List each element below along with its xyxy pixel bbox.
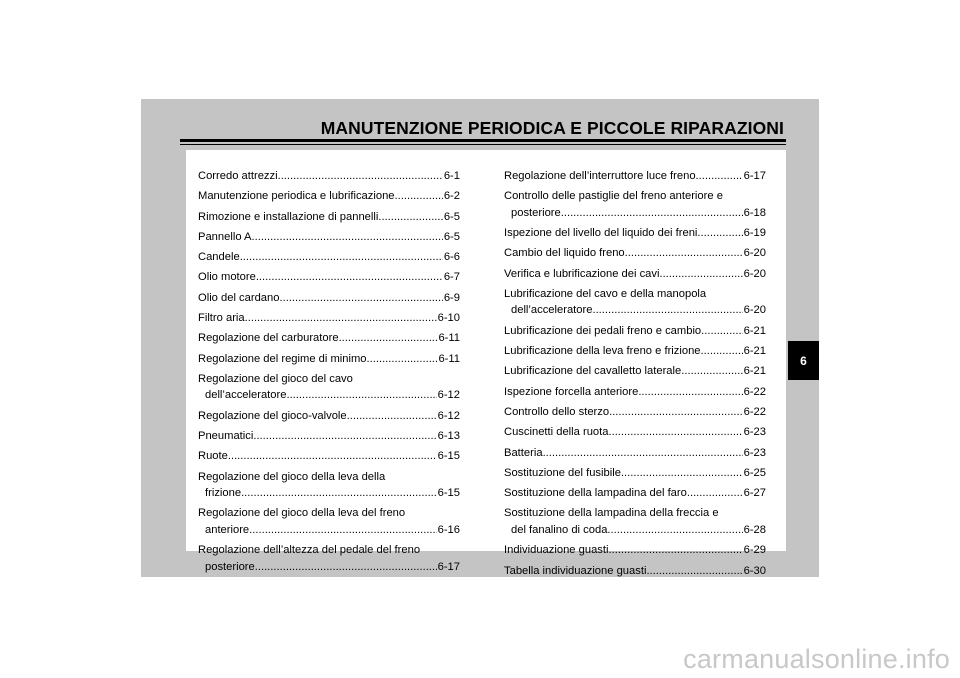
toc-dot-leader xyxy=(621,465,743,482)
toc-entry-title: Regolazione del gioco della leva della xyxy=(198,470,386,483)
toc-page-number: 6-15 xyxy=(437,487,460,500)
toc-entry-line xyxy=(504,225,766,242)
toc-page-number: 6-1 xyxy=(443,170,460,182)
toc-dot-leader xyxy=(646,563,742,580)
toc-entry[interactable] xyxy=(198,269,460,286)
toc-entry[interactable] xyxy=(504,286,766,319)
title-underline-thin xyxy=(180,144,786,145)
toc-entry-title: anteriore xyxy=(205,523,250,536)
toc-page-number: 6-27 xyxy=(743,487,766,500)
toc-page-number: 6-7 xyxy=(443,271,460,284)
toc-entry[interactable] xyxy=(198,428,460,445)
toc-dot-leader xyxy=(687,485,743,502)
toc-entry-title: Ispezione del livello del liquido dei freni xyxy=(504,227,698,240)
toc-dot-leader xyxy=(561,205,743,222)
toc-dot-leader xyxy=(252,229,443,246)
toc-entry-line xyxy=(504,505,766,522)
toc-dot-leader xyxy=(681,363,742,380)
toc-entry-line xyxy=(198,559,460,576)
toc-entry[interactable] xyxy=(198,249,460,266)
toc-entry-line xyxy=(504,323,766,340)
toc-entry-title: Ispezione forcella anteriore xyxy=(504,385,639,398)
toc-entry-line xyxy=(504,404,766,421)
toc-dot-leader xyxy=(609,542,743,559)
toc-entry-line xyxy=(198,351,460,368)
toc-entry-line xyxy=(504,286,766,303)
toc-entry-title: Regolazione dell’altezza del pedale del freno xyxy=(198,544,421,557)
toc-entry-title: Lubrificazione del cavalletto laterale xyxy=(504,365,682,378)
toc-page-number: 6-21 xyxy=(743,345,766,358)
toc-entry[interactable] xyxy=(198,351,460,368)
toc-entry[interactable] xyxy=(198,469,460,502)
toc-dot-leader xyxy=(279,290,442,307)
toc-entry-title: Manutenzione periodica e lubrificazione xyxy=(198,190,395,203)
toc-page-number: 6-11 xyxy=(438,352,460,365)
toc-entry-line xyxy=(504,363,766,380)
toc-entry[interactable] xyxy=(198,542,460,575)
toc-entry[interactable] xyxy=(198,448,460,465)
toc-entry[interactable] xyxy=(198,505,460,538)
toc-dot-leader xyxy=(696,168,743,185)
toc-page-number: 6-20 xyxy=(743,247,766,260)
toc-dot-leader xyxy=(241,485,437,502)
toc-entry-line xyxy=(198,522,460,539)
toc-page-number: 6-12 xyxy=(437,409,460,422)
toc-page-number: 6-17 xyxy=(743,170,766,182)
toc-dot-leader xyxy=(701,343,743,360)
toc-page-number: 6-23 xyxy=(743,446,766,459)
toc-dot-leader xyxy=(228,448,437,465)
toc-dot-leader xyxy=(625,245,743,262)
toc-entry[interactable] xyxy=(504,188,766,221)
toc-entry-line xyxy=(198,310,460,327)
toc-column-left xyxy=(198,168,460,579)
toc-entry[interactable] xyxy=(504,343,766,360)
toc-entry[interactable] xyxy=(504,404,766,421)
toc-entry[interactable] xyxy=(504,266,766,283)
toc-entry[interactable] xyxy=(198,330,460,347)
toc-entry-line xyxy=(198,408,460,425)
toc-page-number: 6-5 xyxy=(443,230,460,243)
toc-entry[interactable] xyxy=(504,363,766,380)
toc-entry-title: Cambio del liquido freno xyxy=(504,247,625,260)
toc-dot-leader xyxy=(697,225,742,242)
toc-entry-line xyxy=(198,269,460,286)
toc-entry-line xyxy=(198,505,460,522)
toc-page-number: 6-19 xyxy=(743,227,766,240)
toc-panel xyxy=(186,150,786,577)
toc-entry[interactable] xyxy=(504,542,766,559)
toc-page-number: 6-5 xyxy=(443,210,460,223)
toc-entry-title: Sostituzione della lampadina della freccia e xyxy=(504,507,719,520)
toc-entry-title: Regolazione dell’interruttore luce freno xyxy=(504,170,696,182)
toc-entry[interactable] xyxy=(504,563,766,580)
toc-page-number: 6-15 xyxy=(437,450,460,463)
toc-page-number: 6-17 xyxy=(437,560,460,573)
toc-dot-leader xyxy=(592,302,742,319)
toc-dot-leader xyxy=(701,323,742,340)
toc-page-number: 6-21 xyxy=(743,365,766,378)
toc-entry-title: Lubrificazione del cavo e della manopola xyxy=(504,287,707,300)
toc-page-number: 6-10 xyxy=(437,312,460,325)
chapter-tab[interactable]: 6 xyxy=(788,341,819,380)
toc-entry-line xyxy=(198,387,460,404)
toc-page-number: 6-20 xyxy=(743,304,766,317)
toc-entry-line xyxy=(504,205,766,222)
toc-page-number: 6-2 xyxy=(443,190,460,203)
toc-dot-leader xyxy=(543,445,743,462)
toc-entry-title: Tabella individuazione guasti xyxy=(504,564,647,577)
toc-entry-line xyxy=(198,542,460,559)
toc-entry-line xyxy=(198,188,460,205)
toc-page-number: 6-11 xyxy=(438,332,460,345)
toc-entry-line xyxy=(504,522,766,539)
toc-page-number: 6-22 xyxy=(743,405,766,418)
toc-entry-title: posteriore xyxy=(511,206,561,219)
toc-page-number: 6-13 xyxy=(437,430,460,443)
toc-page-number: 6-18 xyxy=(743,206,766,219)
toc-entry[interactable] xyxy=(198,168,460,185)
toc-entry-title: Regolazione del gioco-valvole xyxy=(198,409,347,422)
toc-entry[interactable] xyxy=(504,445,766,462)
toc-dot-leader xyxy=(278,168,443,185)
toc-entry-line xyxy=(504,266,766,283)
toc-dot-leader xyxy=(286,387,436,404)
toc-entry-title: Corredo attrezzi xyxy=(198,170,278,182)
toc-entry-line xyxy=(198,229,460,246)
toc-entry-title: Sostituzione della lampadina del faro xyxy=(504,487,687,500)
toc-dot-leader xyxy=(367,351,438,368)
toc-entry-line xyxy=(504,563,766,580)
toc-entry-title: Regolazione del gioco del cavo xyxy=(198,372,353,385)
toc-dot-leader xyxy=(255,559,437,576)
toc-page-number: 6-6 xyxy=(443,251,460,264)
toc-entry[interactable] xyxy=(504,168,766,185)
toc-entry-title: Regolazione del regime di minimo xyxy=(198,352,367,365)
toc-page-number: 6-22 xyxy=(743,385,766,398)
toc-dot-leader xyxy=(607,522,742,539)
toc-dot-leader xyxy=(347,408,437,425)
toc-entry[interactable] xyxy=(504,384,766,401)
toc-entry[interactable] xyxy=(504,505,766,538)
toc-entry-title: Individuazione guasti xyxy=(504,544,609,557)
toc-entry[interactable] xyxy=(198,408,460,425)
toc-entry-title: Sostituzione del fusibile xyxy=(504,466,621,479)
toc-entry-line xyxy=(198,485,460,502)
toc-dot-leader xyxy=(378,209,442,226)
toc-entry-title: Cuscinetti della ruota xyxy=(504,426,609,439)
toc-entry-line xyxy=(198,371,460,388)
toc-entry[interactable] xyxy=(198,310,460,327)
toc-page-number: 6-9 xyxy=(443,291,460,304)
toc-entry-title: Olio motore xyxy=(198,271,256,284)
toc-entry[interactable] xyxy=(504,323,766,340)
toc-entry-title: Batteria xyxy=(504,446,543,459)
toc-entry-line xyxy=(198,428,460,445)
toc-entry-line xyxy=(198,290,460,307)
toc-entry-title: Verifica e lubrificazione dei cavi xyxy=(504,267,660,280)
toc-entry-title: Pneumatici xyxy=(198,430,254,443)
toc-page-number: 6-29 xyxy=(743,544,766,557)
toc-entry-title: Regolazione del gioco della leva del freno xyxy=(198,507,406,520)
toc-entry[interactable] xyxy=(198,229,460,246)
toc-entry[interactable] xyxy=(198,290,460,307)
toc-page-number: 6-16 xyxy=(437,523,460,536)
toc-page-number: 6-28 xyxy=(743,523,766,536)
toc-page-number: 6-12 xyxy=(437,389,460,402)
toc-entry-title: Filtro aria xyxy=(198,312,245,325)
toc-entry-title: del fanalino di coda xyxy=(511,523,608,536)
toc-page-number: 6-21 xyxy=(743,324,766,337)
toc-dot-leader xyxy=(253,428,436,445)
toc-entry-line xyxy=(504,542,766,559)
toc-entry-line xyxy=(504,168,766,185)
toc-entry-line xyxy=(504,384,766,401)
toc-page-number: 6-20 xyxy=(743,267,766,280)
toc-entry-line xyxy=(504,302,766,319)
toc-entry-line xyxy=(504,188,766,205)
page-title: MANUTENZIONE PERIODICA E PICCOLE RIPARAZIONI xyxy=(320,118,784,138)
toc-dot-leader xyxy=(608,424,742,441)
toc-entry-line xyxy=(198,168,460,185)
toc-entry-line xyxy=(504,343,766,360)
toc-entry-title: dell’acceleratore xyxy=(205,389,287,402)
toc-entry[interactable] xyxy=(198,371,460,404)
toc-entry-title: dell’acceleratore xyxy=(511,304,593,317)
toc-entry-title: Controllo dello sterzo xyxy=(504,405,610,418)
watermark: carmanualsonline.info xyxy=(683,644,950,674)
toc-dot-leader xyxy=(659,266,742,283)
toc-entry-title: Lubrificazione della leva freno e frizione xyxy=(504,345,701,358)
toc-entry[interactable] xyxy=(504,424,766,441)
toc-page-number: 6-30 xyxy=(743,564,766,577)
toc-page-number: 6-25 xyxy=(743,466,766,479)
toc-entry-line xyxy=(198,448,460,465)
toc-entry[interactable] xyxy=(504,465,766,482)
toc-entry-line xyxy=(504,245,766,262)
toc-entry-line xyxy=(198,249,460,266)
toc-dot-leader xyxy=(638,384,742,401)
toc-dot-leader xyxy=(339,330,438,347)
toc-entry-line xyxy=(504,465,766,482)
toc-dot-leader xyxy=(609,404,743,421)
toc-dot-leader xyxy=(240,249,443,266)
toc-entry-title: Candele xyxy=(198,251,240,264)
toc-entry-line xyxy=(198,330,460,347)
toc-entry-title: Lubrificazione dei pedali freno e cambio xyxy=(504,324,702,337)
toc-entry-title: frizione xyxy=(205,487,242,500)
toc-entry-line xyxy=(198,209,460,226)
toc-dot-leader xyxy=(249,522,436,539)
toc-entry-line xyxy=(198,469,460,486)
toc-dot-leader xyxy=(245,310,437,327)
toc-entry-title: Pannello A xyxy=(198,230,252,243)
toc-entry-title: Controllo delle pastiglie del freno anteriore e xyxy=(504,190,723,203)
toc-dot-leader xyxy=(256,269,443,286)
toc-entry-line xyxy=(504,424,766,441)
toc-entry[interactable] xyxy=(504,245,766,262)
toc-entry[interactable] xyxy=(198,209,460,226)
toc-entry[interactable] xyxy=(504,225,766,242)
toc-entry[interactable] xyxy=(198,188,460,205)
toc-entry-line xyxy=(504,445,766,462)
toc-dot-leader xyxy=(395,188,443,205)
toc-entry[interactable] xyxy=(504,485,766,502)
toc-column-right xyxy=(504,168,766,583)
toc-entry-title: Olio del cardano xyxy=(198,291,280,304)
toc-entry-title: Regolazione del carburatore xyxy=(198,332,339,345)
toc-entry-title: posteriore xyxy=(205,560,255,573)
toc-entry-title: Ruote xyxy=(198,450,228,463)
toc-entry-title: Rimozione e installazione di pannelli xyxy=(198,210,379,223)
title-underline-thick xyxy=(180,139,786,142)
toc-page-number: 6-23 xyxy=(743,426,766,439)
toc-entry-line xyxy=(504,485,766,502)
